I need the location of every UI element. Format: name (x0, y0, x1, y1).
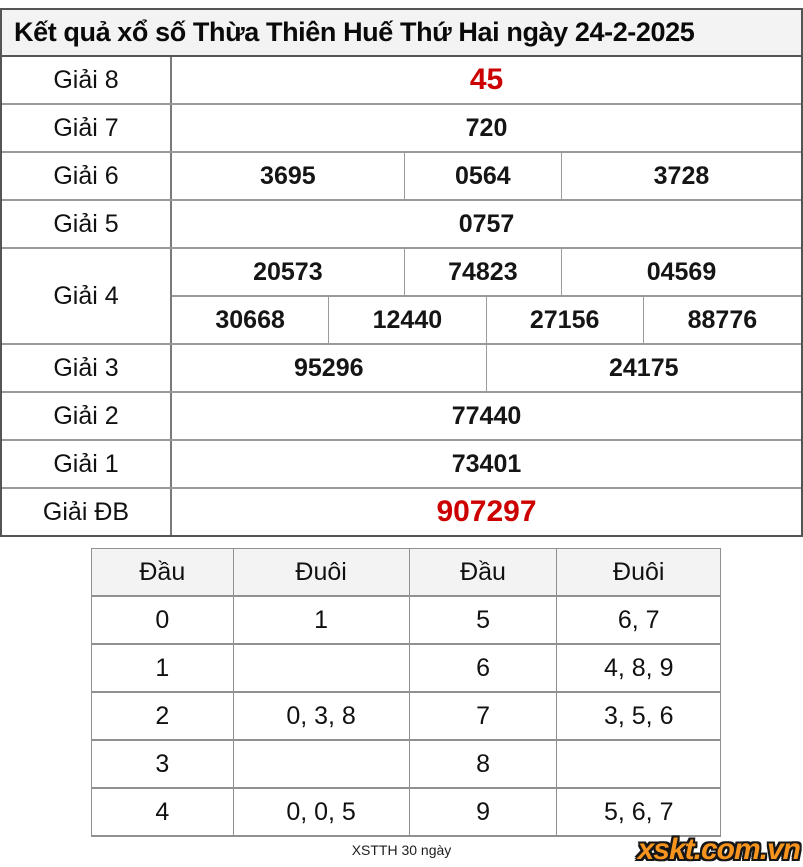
head-tail-row (92, 644, 721, 692)
prize-number: 12440 (329, 297, 486, 343)
head-cell: 4 (92, 788, 234, 836)
prize-number: 3695 (172, 153, 405, 199)
tail-cell: 6, 7 (557, 596, 721, 644)
prize-number: 74823 (405, 249, 562, 295)
prize-label: Giải 3 (2, 345, 172, 391)
head-tail-header-row (92, 549, 721, 597)
head-cell: 3 (92, 740, 234, 788)
prize-number: 77440 (451, 401, 522, 430)
head-cell: 9 (409, 788, 557, 836)
prize-number: 45 (469, 63, 504, 96)
head-tail-row (92, 692, 721, 740)
results-table (0, 8, 803, 537)
prize-label: Giải 6 (2, 153, 172, 199)
stats-note: XSTTH 30 ngày (351, 842, 452, 858)
tail-column-header: Đuôi (557, 549, 721, 597)
tail-column-header: Đuôi (233, 549, 409, 597)
head-cell: 2 (92, 692, 234, 740)
tail-cell: 4, 8, 9 (557, 644, 721, 692)
prize-number: 24175 (608, 353, 679, 382)
head-cell: 6 (409, 644, 557, 692)
page-title: Kết quả xổ số Thừa Thiên Huế Thứ Hai ngày 24-2-2025 (2, 10, 801, 57)
site-watermark-logo: xskt.com.vn (637, 833, 800, 866)
prize-number: 30668 (172, 297, 329, 343)
prize-number: 20573 (172, 249, 405, 295)
prize-label: Giải 7 (2, 105, 172, 151)
tail-cell: 0, 0, 5 (233, 788, 409, 836)
prize-label: Giải 8 (2, 57, 172, 103)
head-cell: 1 (92, 644, 234, 692)
prize-number: 0757 (458, 209, 515, 238)
prize-row-5 (2, 201, 801, 249)
prize-number: 3728 (653, 161, 710, 190)
head-cell: 8 (409, 740, 557, 788)
prize-row-db (2, 489, 801, 535)
head-tail-row (92, 596, 721, 644)
prize-row-3 (2, 345, 801, 393)
prize-label: Giải 5 (2, 201, 172, 247)
prize-number: 907297 (436, 495, 537, 528)
prize-row-4 (2, 249, 801, 345)
prize-row-1 (2, 441, 801, 489)
prize-number: 88776 (687, 305, 758, 334)
prize-number: 73401 (451, 449, 522, 478)
tail-cell: 1 (233, 596, 409, 644)
prize-label: Giải 4 (2, 249, 172, 343)
prize-label: Giải ĐB (2, 489, 172, 535)
prize-number: 720 (465, 113, 508, 142)
head-cell: 5 (409, 596, 557, 644)
prize-label: Giải 2 (2, 393, 172, 439)
tail-cell: 0, 3, 8 (233, 692, 409, 740)
prize-row-8 (2, 57, 801, 105)
tail-cell (233, 644, 409, 692)
prize-row-6 (2, 153, 801, 201)
head-column-header: Đầu (92, 549, 234, 597)
prize-number: 04569 (646, 257, 717, 286)
prize-number: 27156 (487, 297, 644, 343)
prize-number: 0564 (405, 153, 562, 199)
tail-cell: 5, 6, 7 (557, 788, 721, 836)
prize-row-7 (2, 105, 801, 153)
head-tail-row (92, 788, 721, 836)
head-cell: 7 (409, 692, 557, 740)
tail-cell (557, 740, 721, 788)
prize-number: 95296 (172, 345, 487, 391)
prize-row-2 (2, 393, 801, 441)
prize-label: Giải 1 (2, 441, 172, 487)
head-tail-row (92, 740, 721, 788)
tail-cell: 3, 5, 6 (557, 692, 721, 740)
head-cell: 0 (92, 596, 234, 644)
head-tail-table (91, 548, 721, 837)
tail-cell (233, 740, 409, 788)
head-column-header: Đầu (409, 549, 557, 597)
